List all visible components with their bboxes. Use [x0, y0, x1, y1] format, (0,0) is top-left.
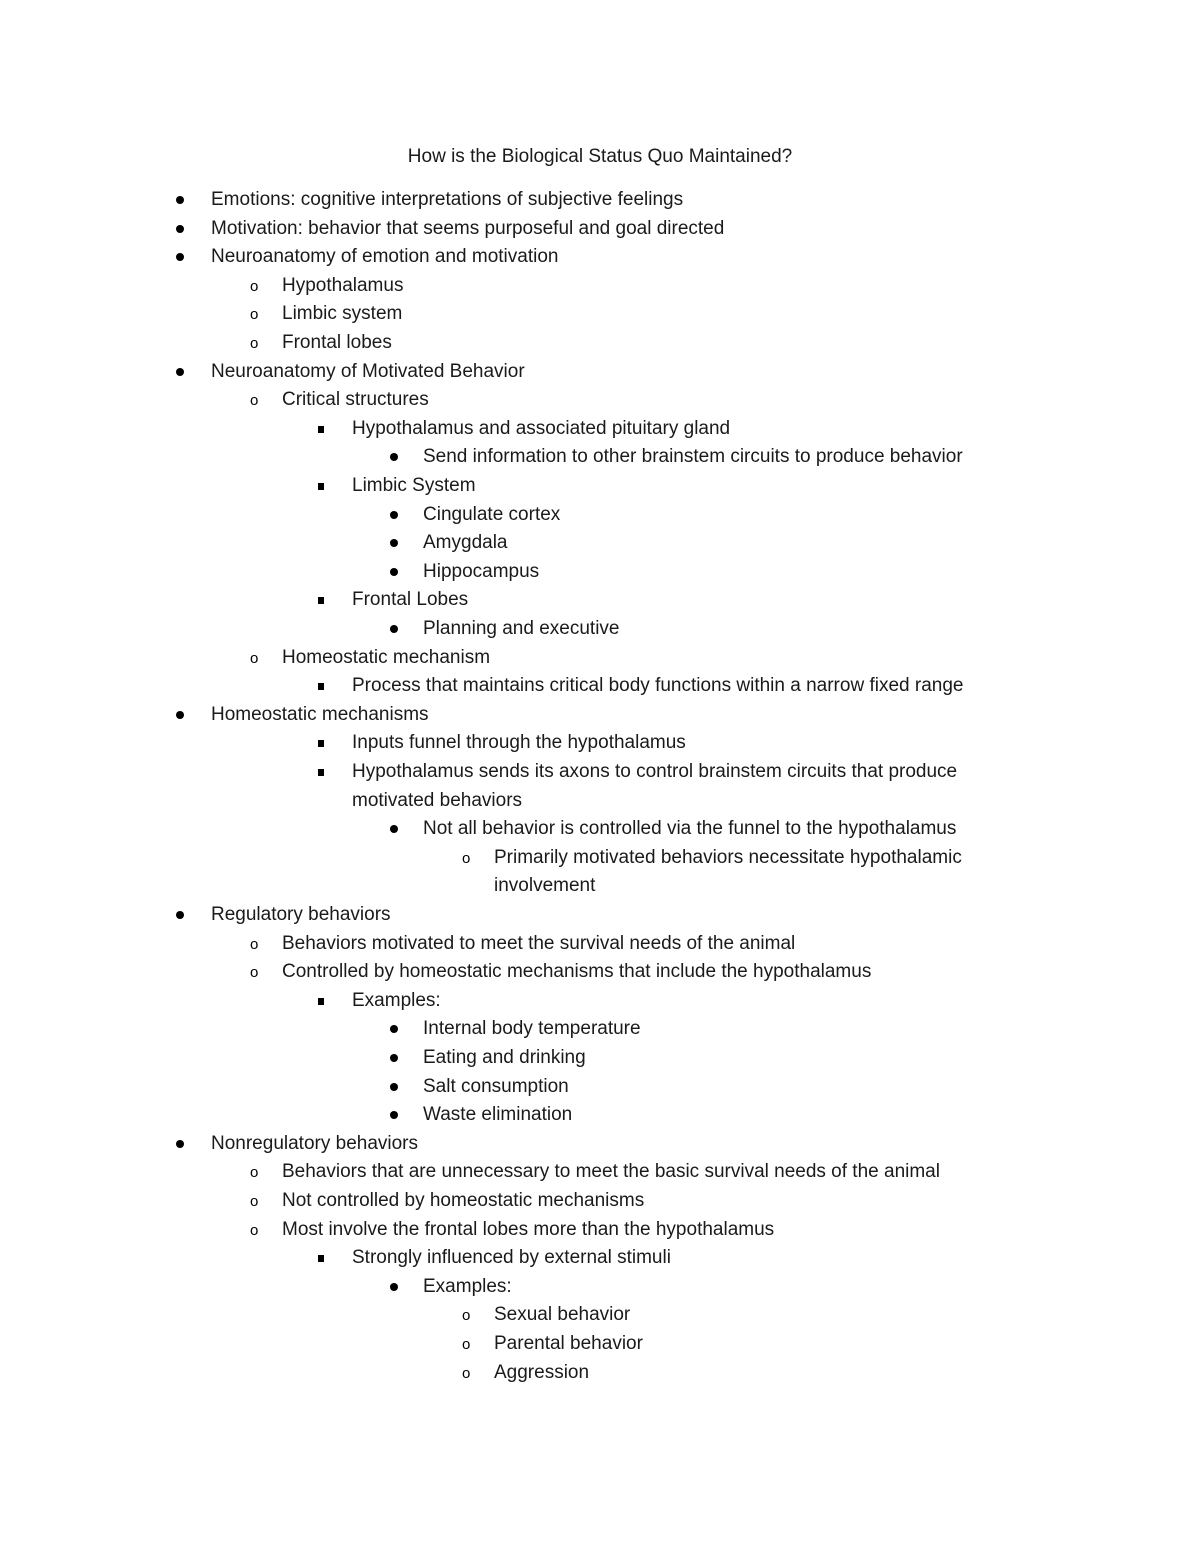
bullet-disc-icon	[176, 225, 184, 233]
list-item: Hypothalamus and associated pituitary gland	[352, 418, 731, 439]
list-item: Amygdala	[423, 532, 508, 553]
bullet-disc-icon	[176, 253, 184, 261]
bullet-disc-icon	[176, 711, 184, 719]
list-item: Parental behavior	[494, 1333, 643, 1354]
list-item: Inputs funnel through the hypothalamus	[352, 732, 686, 753]
bullet-disc-icon	[390, 1083, 398, 1091]
bullet-circle-icon: o	[462, 1307, 471, 1324]
bullet-circle-icon: o	[250, 306, 259, 323]
bullet-circle-icon: o	[250, 936, 259, 953]
list-item: Not controlled by homeostatic mechanisms	[282, 1190, 645, 1211]
list-item: Cingulate cortex	[423, 504, 561, 525]
bullet-square-icon	[318, 998, 324, 1005]
bullet-disc-icon	[390, 1283, 398, 1291]
list-item: Homeostatic mechanism	[282, 647, 491, 668]
list-item: Strongly influenced by external stimuli	[352, 1247, 671, 1268]
bullet-circle-icon: o	[250, 1164, 259, 1181]
bullet-circle-icon: o	[462, 1336, 471, 1353]
list-item: Behaviors that are unnecessary to meet the basic survival needs of the animal	[282, 1161, 940, 1182]
bullet-circle-icon: o	[250, 964, 259, 981]
list-item: Internal body temperature	[423, 1018, 641, 1039]
list-item: motivated behaviors	[352, 790, 523, 811]
bullet-circle-icon: o	[250, 335, 259, 352]
bullet-circle-icon: o	[250, 1193, 259, 1210]
bullet-square-icon	[318, 483, 324, 490]
bullet-disc-icon	[176, 1140, 184, 1148]
list-item: involvement	[494, 875, 596, 896]
bullet-disc-icon	[176, 911, 184, 919]
list-item: Examples:	[423, 1276, 512, 1297]
list-item: Neuroanatomy of emotion and motivation	[211, 246, 559, 267]
bullet-disc-icon	[176, 196, 184, 204]
bullet-disc-icon	[390, 1054, 398, 1062]
bullet-circle-icon: o	[250, 650, 259, 667]
list-item: Most involve the frontal lobes more than the hypothalamus	[282, 1219, 775, 1240]
list-item: Regulatory behaviors	[211, 904, 391, 925]
bullet-circle-icon: o	[250, 1222, 259, 1239]
list-item: Critical structures	[282, 389, 429, 410]
bullet-square-icon	[318, 769, 324, 776]
list-item: Not all behavior is controlled via the funnel to the hypothalamus	[423, 818, 957, 839]
bullet-square-icon	[318, 597, 324, 604]
list-item: Hypothalamus sends its axons to control brainstem circuits that produce	[352, 761, 958, 782]
list-item: Salt consumption	[423, 1076, 569, 1097]
document-title: How is the Biological Status Quo Maintained?	[407, 146, 793, 167]
list-item: Homeostatic mechanisms	[211, 704, 429, 725]
bullet-disc-icon	[390, 625, 398, 633]
list-item: Sexual behavior	[494, 1304, 631, 1325]
list-item: Limbic system	[282, 303, 403, 324]
list-item: Hypothalamus	[282, 275, 404, 296]
list-item: Eating and drinking	[423, 1047, 586, 1068]
bullet-disc-icon	[176, 368, 184, 376]
list-item: Send information to other brainstem circuits to produce behavior	[423, 446, 963, 467]
list-item: Frontal lobes	[282, 332, 392, 353]
bullet-disc-icon	[390, 1111, 398, 1119]
bullet-square-icon	[318, 426, 324, 433]
bullet-disc-icon	[390, 539, 398, 547]
list-item: Frontal Lobes	[352, 589, 469, 610]
bullet-disc-icon	[390, 825, 398, 833]
list-item: Controlled by homeostatic mechanisms that include the hypothalamus	[282, 961, 872, 982]
list-item: Process that maintains critical body functions within a narrow fixed range	[352, 675, 964, 696]
bullet-disc-icon	[390, 511, 398, 519]
list-item: Behaviors motivated to meet the survival needs of the animal	[282, 933, 796, 954]
list-item: Waste elimination	[423, 1104, 573, 1125]
bullet-square-icon	[318, 683, 324, 690]
bullet-square-icon	[318, 740, 324, 747]
list-item: Limbic System	[352, 475, 476, 496]
bullet-circle-icon: o	[250, 392, 259, 409]
list-item: Neuroanatomy of Motivated Behavior	[211, 361, 525, 382]
list-item: Hippocampus	[423, 561, 540, 582]
list-item: Aggression	[494, 1362, 590, 1383]
bullet-circle-icon: o	[462, 850, 471, 867]
list-item: Nonregulatory behaviors	[211, 1133, 419, 1154]
bullet-circle-icon: o	[250, 278, 259, 295]
bullet-disc-icon	[390, 453, 398, 461]
bullet-square-icon	[318, 1255, 324, 1262]
list-item: Primarily motivated behaviors necessitate hypothalamic	[494, 847, 962, 868]
bullet-disc-icon	[390, 1025, 398, 1033]
bullet-disc-icon	[390, 568, 398, 576]
list-item: Motivation: behavior that seems purposeful and goal directed	[211, 218, 725, 239]
list-item: Emotions: cognitive interpretations of subjective feelings	[211, 189, 684, 210]
list-item: Planning and executive	[423, 618, 620, 639]
list-item: Examples:	[352, 990, 441, 1011]
bullet-circle-icon: o	[462, 1365, 471, 1382]
